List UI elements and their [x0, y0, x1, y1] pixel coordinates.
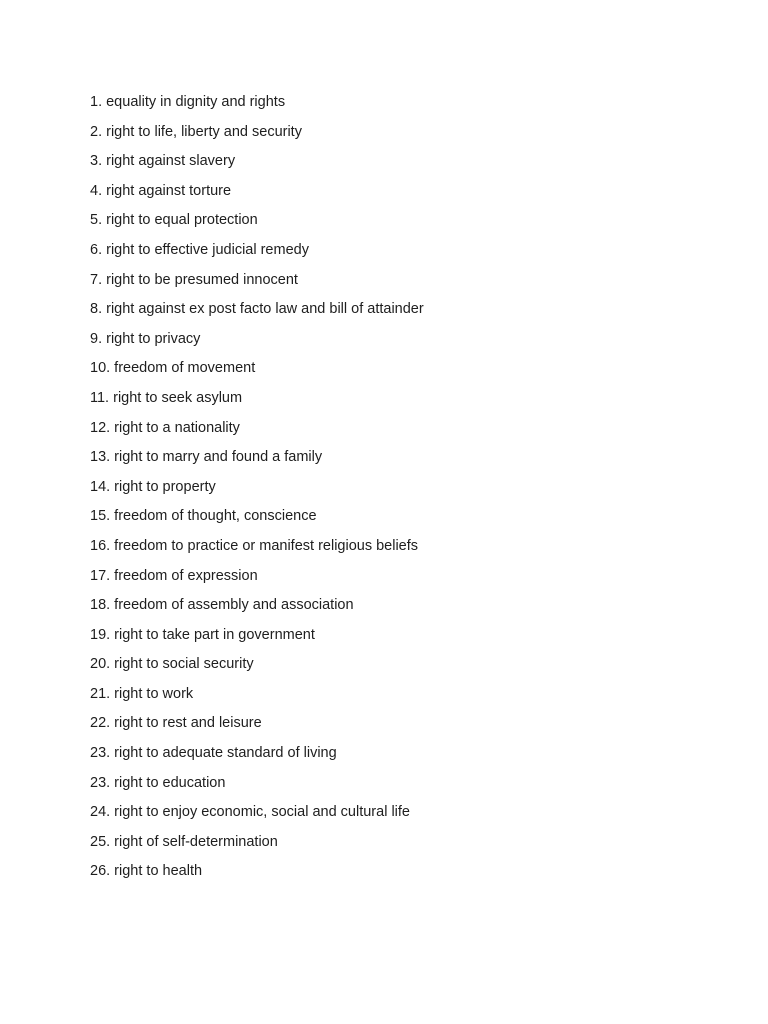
list-item: 24. right to enjoy economic, social and cultural life — [90, 804, 410, 821]
list-item: 26. right to health — [90, 863, 203, 880]
list-item: 2. right to life, liberty and security — [90, 123, 302, 140]
list-item: 17. freedom of expression — [90, 567, 258, 584]
list-item: 5. right to equal protection — [90, 212, 258, 229]
list-item: 8. right against ex post facto law and bill of attainder — [90, 301, 424, 318]
rights-list — [90, 91, 424, 890]
list-item: 6. right to effective judicial remedy — [90, 241, 309, 258]
list-item: 7. right to be presumed innocent — [90, 271, 298, 288]
list-item: 22. right to rest and leisure — [90, 715, 262, 732]
list-item: 21. right to work — [90, 685, 194, 702]
list-item: 25. right of self-determination — [90, 833, 278, 850]
list-item: 10. freedom of movement — [90, 360, 256, 377]
list-item: 14. right to property — [90, 478, 216, 495]
list-item: 3. right against slavery — [90, 153, 236, 170]
list-item: 11. right to seek asylum — [90, 389, 243, 406]
list-item: 19. right to take part in government — [90, 626, 315, 643]
list-item: 20. right to social security — [90, 656, 254, 673]
list-item: 18. freedom of assembly and association — [90, 597, 354, 614]
list-item: 15. freedom of thought, conscience — [90, 508, 317, 525]
list-item: 1. equality in dignity and rights — [90, 94, 286, 110]
list-item: 4. right against torture — [90, 182, 232, 199]
list-item: 16. freedom to practice or manifest religious beliefs — [90, 537, 419, 554]
list-item: 13. right to marry and found a family — [90, 449, 323, 466]
list-item: 9. right to privacy — [90, 330, 201, 347]
list-item: 23. right to adequate standard of living — [90, 745, 337, 762]
list-item: 12. right to a nationality — [90, 419, 240, 436]
list-item: 23. right to education — [90, 774, 226, 791]
